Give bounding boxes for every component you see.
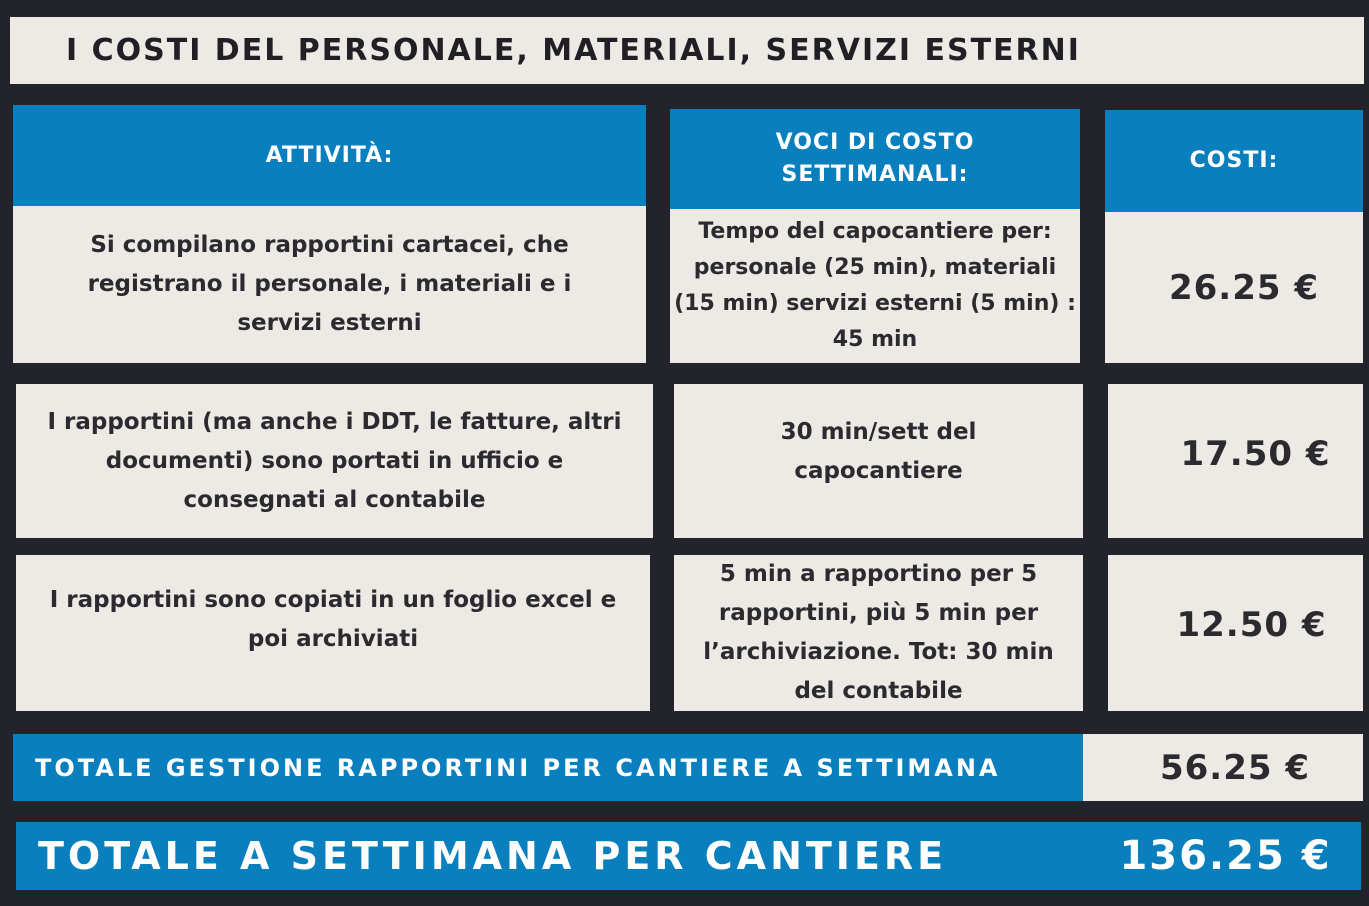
total-label: TOTALE A SETTIMANA PER CANTIERE <box>16 822 1060 890</box>
row2-cost-item: 30 min/sett del capocantiere <box>674 384 1083 538</box>
row1-activity: Si compilano rapportini cartacei, che registrano il personale, i materiali e i servizi esterni <box>13 206 646 363</box>
row1-cost: 26.25 € <box>1105 212 1363 363</box>
row2-activity: I rapportini (ma anche i DDT, le fatture, altri documenti) sono portati in ufficio e consegnati al contabile <box>16 384 653 538</box>
subtotal-label: TOTALE GESTIONE RAPPORTINI PER CANTIERE A SETTIMANA <box>13 734 1083 801</box>
row1-cost-item: Tempo del capocantiere per: personale (25 min), materiali (15 min) servizi esterni (5 min) : 45 min <box>670 209 1080 363</box>
subtotal-value: 56.25 € <box>1083 734 1363 801</box>
row3-cost-item: 5 min a rapportino per 5 rapportini, più 5 min per l’archiviazione. Tot: 30 min del contabile <box>674 555 1083 711</box>
page-title: I COSTI DEL PERSONALE, MATERIALI, SERVIZI ESTERNI <box>10 17 1364 84</box>
row2-cost: 17.50 € <box>1108 384 1363 538</box>
header-activity: ATTIVITÀ: <box>13 105 646 206</box>
header-cost-items: VOCI DI COSTO SETTIMANALI: <box>670 109 1080 209</box>
header-costs: COSTI: <box>1105 110 1363 212</box>
row3-cost: 12.50 € <box>1108 555 1363 711</box>
row3-activity: I rapportini sono copiati in un foglio excel e poi archiviati <box>16 555 650 711</box>
total-value: 136.25 € <box>1060 822 1361 890</box>
